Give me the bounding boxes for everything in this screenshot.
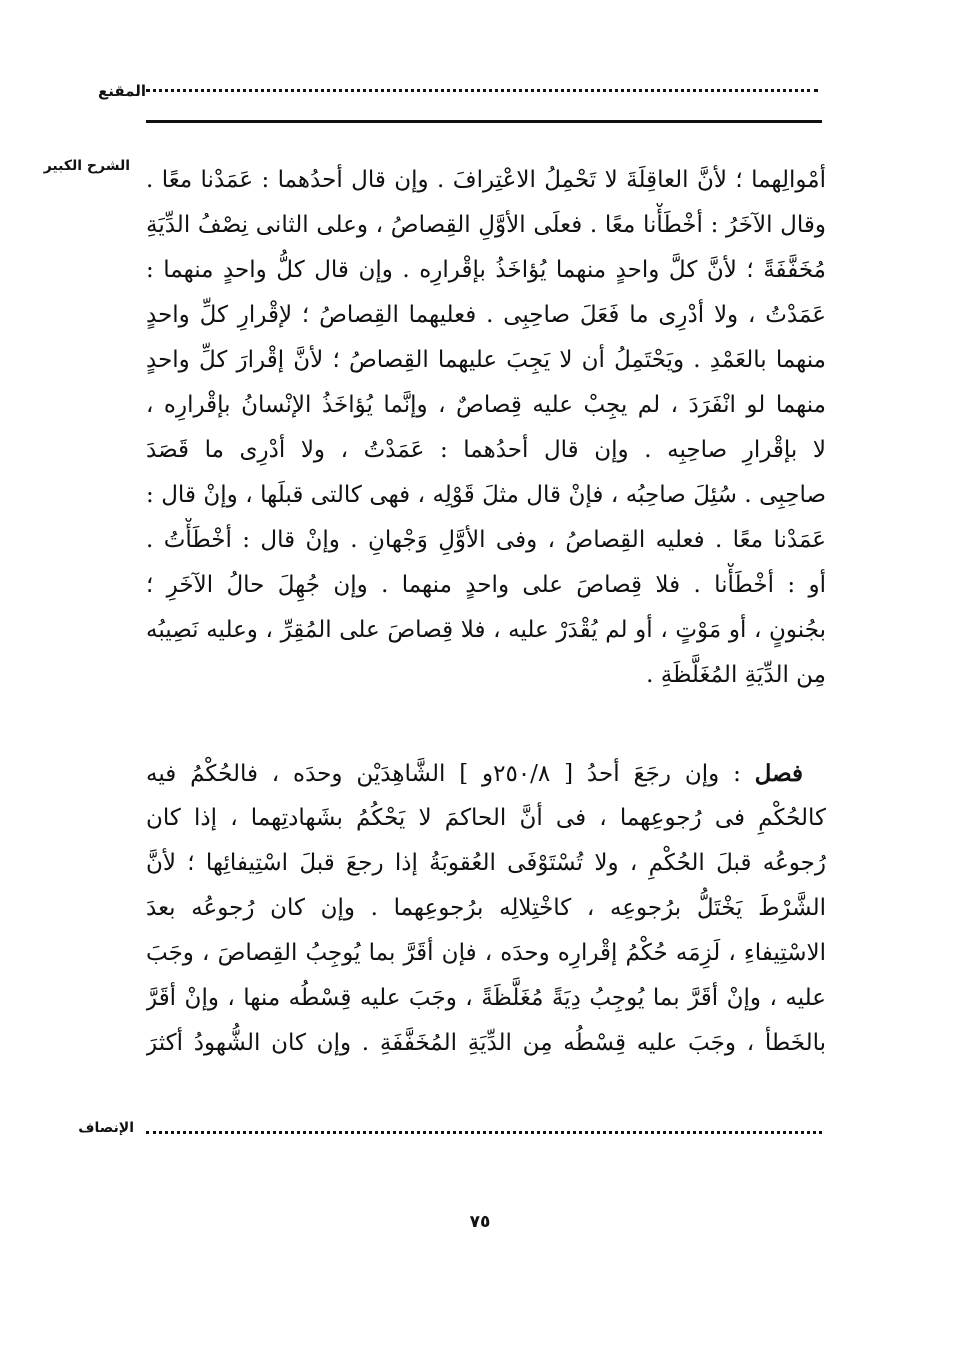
margin-section-label: الشرح الكبير [43,158,130,174]
page-number: ٧٥ [469,1212,491,1232]
text-line: لا بإقْرارِ صاحِبِه . وإن قال أحدُهما : عَمَدْتُ ، ولا أدْرِى ما قَصَدَ [146,437,826,463]
text-line: الشَّرْطَ يَخْتَلُّ برُجوعِه ، كاخْتِلالِه برُجوعِهما . وإن كان رُجوعُه بعدَ [146,895,826,921]
text-line: الاسْتِيفاءِ ، لَزِمَه حُكْمُ إقْرارِه وحدَه ، فإن أقَرَّ بما يُوجِبُ القِصاصَ ، وجَبَ [146,940,826,966]
text-line-first [146,751,826,796]
text-line: بجُنونٍ ، أو مَوْتٍ ، أو لم يُقْدَرْ عليه ، فلا قِصاصَ على المُقِرِّ ، وعليه نَصِيبُه [146,617,826,643]
text-line: كالحُكْمِ فى رُجوعِهما ، فى أنَّ الحاكمَ لا يَحْكُمُ بشَهادتِهما ، إذا كان [146,805,826,831]
header-dotted-rule [146,89,818,92]
text-line: بالخَطأ ، وجَبَ عليه قِسْطُه مِن الدِّيَةِ المُخَفَّفَةِ . وإن كان الشُّهودُ أكثرَ [146,1030,826,1056]
footer-section-label: الإنصاف [78,1120,134,1136]
paragraph-2 [146,751,826,1066]
running-header-title: المقنع [98,82,146,100]
text-line: صاحِبِى . سُئِلَ صاحِبُه ، فإنْ قال مثلَ قَوْلِه ، فهى كالتى قبلَها ، وإنْ قال : [146,482,826,508]
text-line: منهما لو انْفَرَدَ ، لم يجِبْ عليه قِصاصٌ ، وإنَّما يُؤاخَذُ الإنْسانُ بإقْرارِه ، [146,392,826,418]
footer-dotted-rule [146,1131,822,1134]
text-line: مِن الدِّيَةِ المُغَلَّظَةِ . [646,662,826,688]
text-line: منهما بالعَمْدِ . ويَحْتَمِلُ أن لا يَجِبَ عليهما القِصاصُ ؛ لأنَّ إقْرارَ كلِّ واحدٍ [146,347,826,373]
text-line: أمْوالِهما ؛ لأنَّ العاقِلَةَ لا تَحْمِلُ الاعْتِرافَ . وإن قال أحدُهما : عَمَدْنا معًا . [146,167,826,193]
text-line: أو : أخْطَأْنا . فلا قِصاصَ على واحدٍ منهما . وإن جُهِلَ حالُ الآخَرِ ؛ [146,572,826,598]
paragraph-1 [146,158,826,698]
header-solid-rule [146,120,822,123]
text-line: رُجوعُه قبلَ الحُكْمِ ، ولا تُسْتَوْفَى العُقوبَةُ إذا رجعَ قبلَ اسْتِيفائِها ؛ لأنَّ [146,850,826,876]
text-line: وقال الآخَرُ : أخْطَأْنا معًا . فعلَى الأوَّلِ القِصاصُ ، وعلى الثانى نِصْفُ الدِّيَةِ [146,212,826,238]
text-line: عَمَدْتُ ، ولا أدْرِى ما فَعَلَ صاحِبِى . فعليهما القِصاصُ ؛ لإقْرارِ كلِّ واحدٍ [146,302,826,328]
text-line: عليه ، وإنْ أقَرَّ بما يُوجِبُ دِيَةً مُغَلَّظَةً ، وجَبَ عليه قِسْطُه منها ، وإنْ أقَرَّ [146,985,826,1011]
section-heading: فصل [754,760,804,787]
text-line: عَمَدْنا معًا . فعليه القِصاصُ ، وفى الأوَّلِ وَجْهانِ . وإنْ قال : أخْطَأْتُ . [146,527,826,553]
text-line: مُخَفَّفَةً ؛ لأنَّ كلَّ واحدٍ منهما يُؤاخَذُ بإقْرارِه . وإن قال كلُّ واحدٍ منهما : [146,257,826,283]
text-line-rest: : وإن رجَعَ أحدُ [ ٢٥٠/٨و ] الشَّاهِدَيْن وحدَه ، فالحُكْمُ فيه [146,761,741,787]
